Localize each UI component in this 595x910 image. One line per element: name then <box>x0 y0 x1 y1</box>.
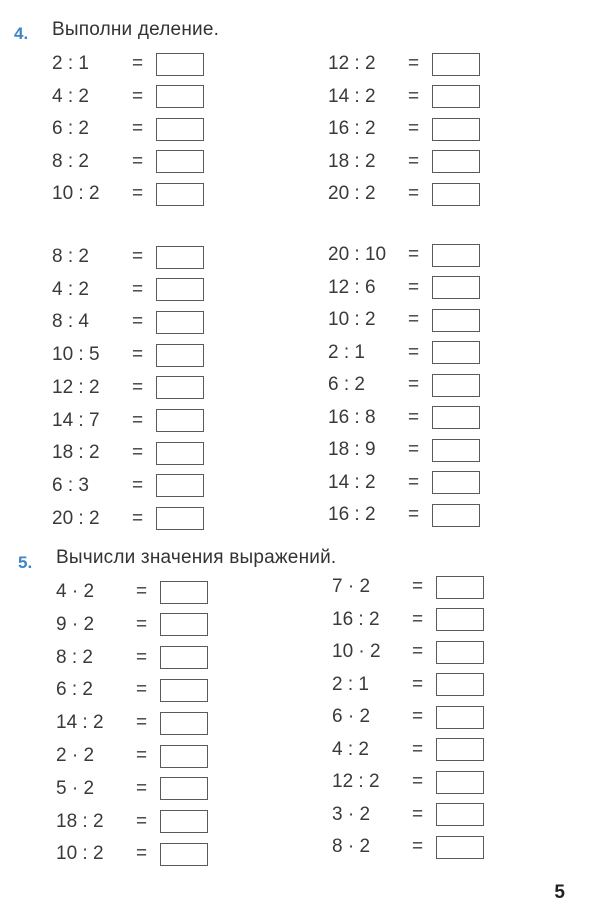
answer-box[interactable] <box>160 843 208 866</box>
answer-box[interactable] <box>160 679 208 702</box>
equals-sign: = <box>132 150 144 172</box>
expression: 14 : 2 <box>56 712 104 734</box>
answer-box[interactable] <box>156 118 204 141</box>
equals-sign: = <box>136 810 148 832</box>
expression: 3 · 2 <box>332 803 371 825</box>
answer-box[interactable] <box>432 471 480 494</box>
answer-box[interactable] <box>432 504 480 527</box>
problem-row <box>56 810 208 834</box>
problem-row <box>328 276 480 300</box>
answer-box[interactable] <box>156 85 204 108</box>
equals-sign: = <box>132 507 144 529</box>
equals-sign: = <box>408 406 420 428</box>
problem-row <box>56 842 208 866</box>
problem-row <box>52 245 204 269</box>
expression: 2 · 2 <box>56 745 95 766</box>
expression: 10 : 2 <box>328 309 376 330</box>
expression: 10 : 2 <box>56 843 104 865</box>
expression: 20 : 2 <box>52 507 100 529</box>
answer-box[interactable] <box>156 344 204 367</box>
equals-sign: = <box>132 85 144 107</box>
expression: 6 : 3 <box>52 474 89 496</box>
equals-sign: = <box>136 843 148 865</box>
task-4-title: Выполни деление. <box>52 19 220 40</box>
problem-row <box>52 117 204 141</box>
expression: 20 : 2 <box>328 183 376 204</box>
expression: 18 : 2 <box>328 150 376 172</box>
equals-sign: = <box>408 183 420 204</box>
equals-sign: = <box>412 576 424 597</box>
task-5-title: Вычисли значения выражений. <box>56 547 337 568</box>
answer-box[interactable] <box>160 745 208 768</box>
problem-row <box>52 52 204 76</box>
answer-box[interactable] <box>156 53 204 76</box>
expression: 2 : 1 <box>328 341 365 363</box>
expression: 14 : 2 <box>328 85 376 107</box>
problem-row <box>332 575 484 599</box>
equals-sign: = <box>408 276 420 298</box>
answer-box[interactable] <box>432 439 480 462</box>
expression: 4 : 2 <box>332 738 369 760</box>
equals-sign: = <box>412 706 424 727</box>
equals-sign: = <box>132 278 144 300</box>
problem-row <box>328 308 480 332</box>
expression: 4 : 2 <box>52 278 89 300</box>
problem-row <box>52 474 204 498</box>
problem-row <box>52 278 204 302</box>
expression: 6 : 2 <box>56 679 93 701</box>
problem-row <box>332 640 484 664</box>
problem-row <box>328 471 480 495</box>
answer-box[interactable] <box>156 278 204 301</box>
problem-row <box>332 673 484 697</box>
answer-box[interactable] <box>432 183 480 206</box>
problem-row <box>328 373 480 397</box>
equals-sign: = <box>408 85 420 107</box>
expression: 12 : 2 <box>52 376 100 398</box>
answer-box[interactable] <box>436 641 484 664</box>
equals-sign: = <box>412 608 424 630</box>
expression: 4 : 2 <box>52 85 89 107</box>
answer-box[interactable] <box>436 836 484 859</box>
answer-box[interactable] <box>436 706 484 729</box>
equals-sign: = <box>136 712 148 734</box>
equals-sign: = <box>136 745 148 766</box>
answer-box[interactable] <box>436 608 484 631</box>
problem-row <box>52 150 204 174</box>
problem-row <box>52 182 204 206</box>
equals-sign: = <box>412 673 424 695</box>
equals-sign: = <box>132 474 144 496</box>
problem-row <box>328 52 480 76</box>
answer-box[interactable] <box>160 613 208 636</box>
equals-sign: = <box>132 246 144 267</box>
expression: 10 : 2 <box>52 183 100 204</box>
problem-row <box>52 85 204 109</box>
expression: 16 : 8 <box>328 406 376 428</box>
expression: 8 : 2 <box>52 246 89 267</box>
equals-sign: = <box>136 581 148 602</box>
problem-row <box>328 406 480 430</box>
expression: 6 · 2 <box>332 706 371 727</box>
expression: 8 · 2 <box>332 836 371 857</box>
answer-box[interactable] <box>432 150 480 173</box>
equals-sign: = <box>136 777 148 799</box>
page-number: 5 <box>554 882 565 903</box>
problem-row <box>332 770 484 794</box>
problem-row <box>52 507 204 531</box>
equals-sign: = <box>132 409 144 431</box>
expression: 8 : 2 <box>56 646 93 668</box>
problem-row <box>332 803 484 827</box>
answer-box[interactable] <box>432 118 480 141</box>
expression: 12 : 2 <box>332 771 380 792</box>
problem-row <box>56 678 208 702</box>
equals-sign: = <box>412 738 424 760</box>
equals-sign: = <box>412 641 424 662</box>
answer-box[interactable] <box>160 777 208 800</box>
equals-sign: = <box>132 53 144 74</box>
answer-box[interactable] <box>156 442 204 465</box>
equals-sign: = <box>408 471 420 493</box>
answer-box[interactable] <box>432 276 480 299</box>
expression: 7 · 2 <box>332 576 371 597</box>
problem-row <box>52 441 204 465</box>
equals-sign: = <box>132 442 144 464</box>
answer-box[interactable] <box>436 738 484 761</box>
answer-box[interactable] <box>432 341 480 364</box>
equals-sign: = <box>132 344 144 366</box>
answer-box[interactable] <box>432 374 480 397</box>
answer-box[interactable] <box>160 646 208 669</box>
problem-row <box>328 341 480 365</box>
problem-row <box>332 835 484 859</box>
expression: 10 · 2 <box>332 641 381 662</box>
answer-box[interactable] <box>160 712 208 735</box>
task-5-number: 5. <box>18 553 33 572</box>
answer-box[interactable] <box>160 581 208 604</box>
expression: 16 : 2 <box>332 608 380 630</box>
problem-row <box>328 150 480 174</box>
problem-row <box>332 705 484 729</box>
answer-box[interactable] <box>156 183 204 206</box>
problem-row <box>52 343 204 367</box>
expression: 14 : 2 <box>328 471 376 493</box>
answer-box[interactable] <box>436 576 484 599</box>
expression: 14 : 7 <box>52 409 100 431</box>
problem-row <box>56 777 208 801</box>
expression: 18 : 9 <box>328 439 376 460</box>
answer-box[interactable] <box>432 244 480 267</box>
answer-box[interactable] <box>160 810 208 833</box>
expression: 6 : 2 <box>328 374 365 395</box>
problem-row <box>328 117 480 141</box>
expression: 8 : 4 <box>52 311 89 333</box>
answer-box[interactable] <box>156 246 204 269</box>
answer-box[interactable] <box>156 409 204 432</box>
answer-box[interactable] <box>436 803 484 826</box>
problem-row <box>328 85 480 109</box>
expression: 16 : 2 <box>328 504 376 525</box>
answer-box[interactable] <box>432 53 480 76</box>
problem-row <box>56 744 208 768</box>
answer-box[interactable] <box>436 673 484 696</box>
problem-row <box>56 711 208 735</box>
problem-row <box>328 503 480 527</box>
answer-box[interactable] <box>436 771 484 794</box>
expression: 6 : 2 <box>52 118 89 139</box>
answer-box[interactable] <box>432 309 480 332</box>
expression: 12 : 6 <box>328 276 376 298</box>
problem-row <box>332 608 484 632</box>
equals-sign: = <box>132 118 144 139</box>
problem-row <box>328 182 480 206</box>
problem-row <box>56 613 208 637</box>
answer-box[interactable] <box>156 507 204 530</box>
problem-row <box>56 646 208 670</box>
problem-row <box>52 310 204 334</box>
equals-sign: = <box>136 613 148 635</box>
equals-sign: = <box>412 803 424 825</box>
answer-box[interactable] <box>156 311 204 334</box>
problem-row <box>332 738 484 762</box>
equals-sign: = <box>412 771 424 792</box>
equals-sign: = <box>132 311 144 333</box>
equals-sign: = <box>408 309 420 330</box>
equals-sign: = <box>408 341 420 363</box>
answer-box[interactable] <box>156 376 204 399</box>
expression: 20 : 10 <box>328 244 387 265</box>
expression: 10 : 5 <box>52 344 100 366</box>
expression: 5 · 2 <box>56 777 95 799</box>
expression: 2 : 1 <box>52 53 89 74</box>
equals-sign: = <box>408 118 420 139</box>
equals-sign: = <box>408 53 420 74</box>
problem-row <box>52 409 204 433</box>
expression: 2 : 1 <box>332 673 369 695</box>
equals-sign: = <box>408 439 420 460</box>
answer-box[interactable] <box>156 150 204 173</box>
equals-sign: = <box>136 646 148 668</box>
equals-sign: = <box>132 376 144 398</box>
expression: 8 : 2 <box>52 150 89 172</box>
equals-sign: = <box>136 679 148 701</box>
problem-row <box>56 580 208 604</box>
expression: 18 : 2 <box>56 810 104 832</box>
expression: 9 · 2 <box>56 613 95 635</box>
expression: 4 · 2 <box>56 581 95 602</box>
task-4-number: 4. <box>14 24 29 43</box>
equals-sign: = <box>408 150 420 172</box>
equals-sign: = <box>408 374 420 395</box>
problem-row <box>328 243 480 267</box>
problem-row <box>328 438 480 462</box>
answer-box[interactable] <box>432 406 480 429</box>
problem-row <box>52 376 204 400</box>
equals-sign: = <box>408 244 420 265</box>
answer-box[interactable] <box>156 474 204 497</box>
expression: 18 : 2 <box>52 442 100 464</box>
equals-sign: = <box>408 504 420 525</box>
expression: 12 : 2 <box>328 53 376 74</box>
answer-box[interactable] <box>432 85 480 108</box>
expression: 16 : 2 <box>328 118 376 139</box>
equals-sign: = <box>412 836 424 857</box>
equals-sign: = <box>132 183 144 204</box>
